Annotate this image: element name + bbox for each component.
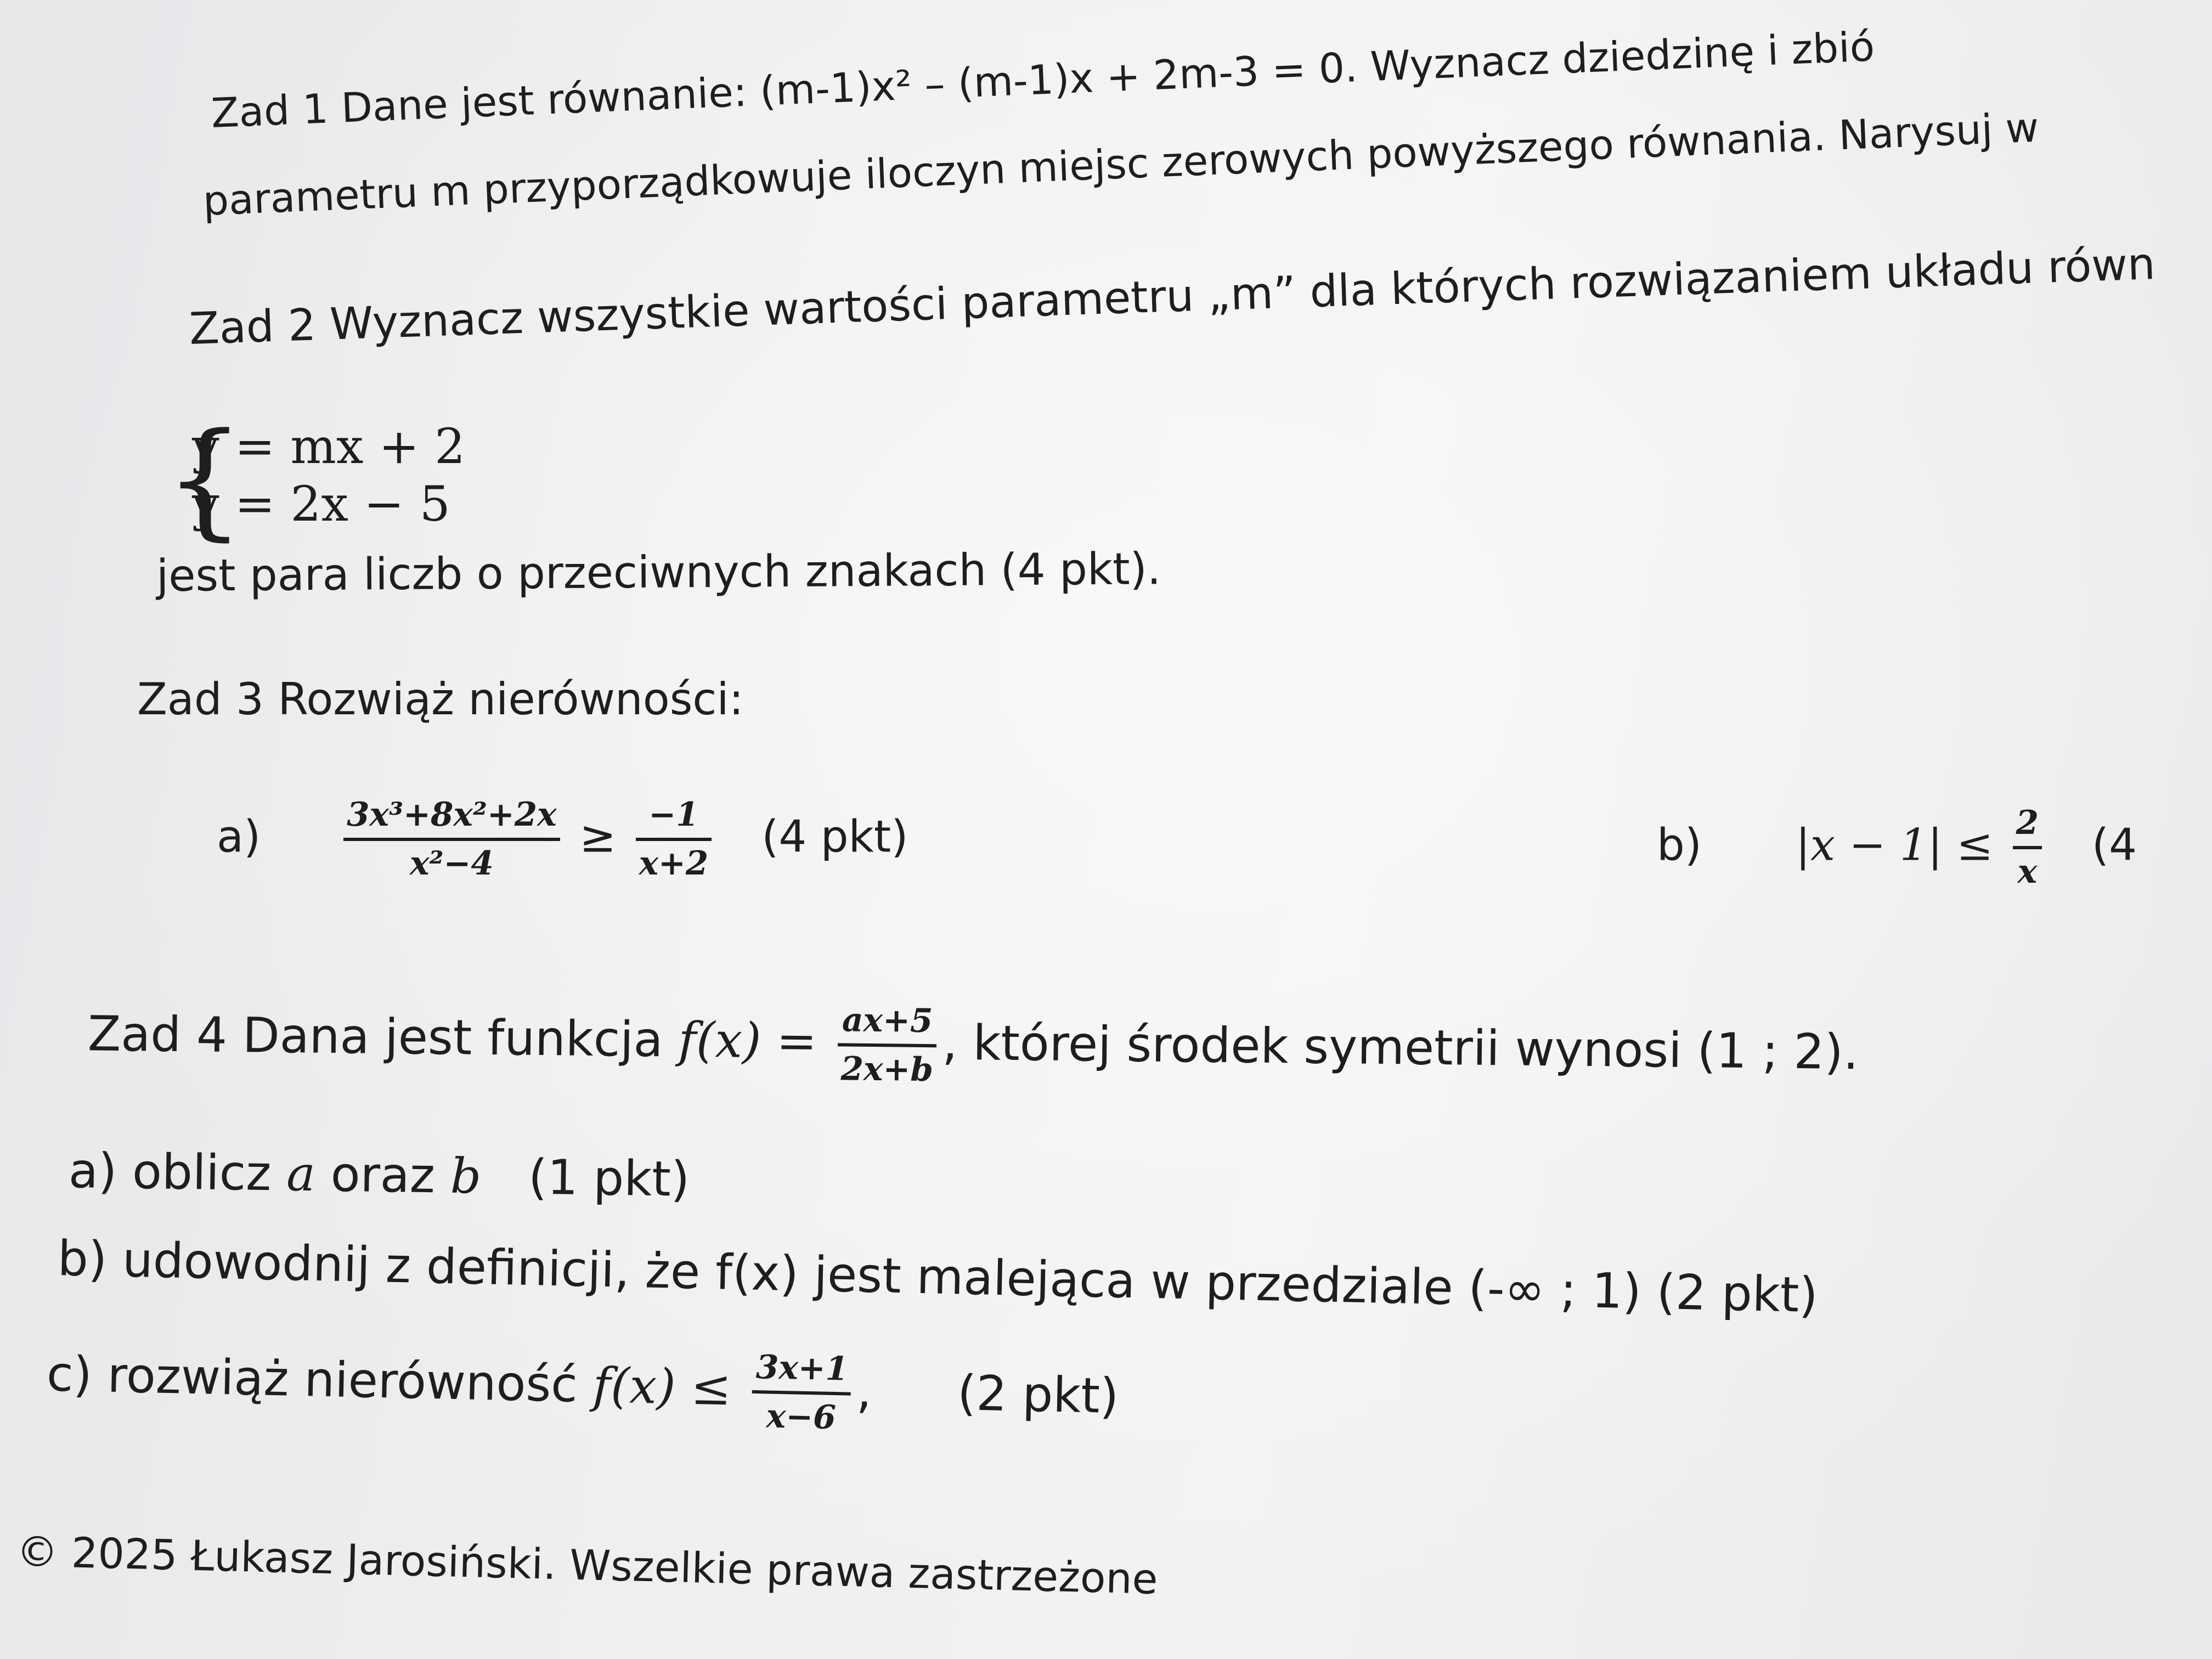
- zad4-intro-text: Zad 4 Dana jest funkcja: [87, 1005, 664, 1068]
- zad3-a-left-denominator: x²−4: [409, 844, 494, 883]
- zad3-b-fraction: [2013, 804, 2042, 892]
- zad1-line1: [210, 23, 1876, 137]
- zad1-line2-text: parametru m przyporządkowuje iloczyn miejsc zerowych powyższego równania. Narysuj w: [202, 104, 2040, 225]
- zad3-a-label: a): [217, 811, 261, 862]
- zad4-c-points: (2 pkt): [957, 1364, 1120, 1425]
- fraction-bar: [2013, 846, 2042, 849]
- zad4-c-fx: f(x) ≤: [592, 1357, 732, 1417]
- zad4-numerator: ax+5: [842, 1001, 933, 1041]
- zad3-b-label: b): [1657, 819, 1702, 871]
- zad4-a-var-a: a: [286, 1145, 316, 1203]
- zad4-fraction: [837, 1001, 937, 1090]
- zad4-c-numerator: 3x+1: [755, 1348, 849, 1389]
- zad4-c-fraction: [751, 1348, 852, 1438]
- fraction-bar: [636, 838, 712, 841]
- zad3-b-lhs: |x − 1| ≤: [1795, 819, 1994, 871]
- zad3-b-points: (4: [2091, 819, 2137, 871]
- system-equation-1: y = mx + 2: [192, 418, 466, 475]
- zad4-a-points: (1 pkt): [528, 1148, 690, 1207]
- zad4-denominator: 2x+b: [840, 1049, 934, 1090]
- zad4-a: [68, 1142, 690, 1207]
- zad3-title: [137, 674, 744, 725]
- zad4-c-text: c) rozwiąż nierówność: [46, 1345, 578, 1413]
- zad3-b-numerator: 2: [2016, 804, 2039, 842]
- zad3-a-points: (4 pkt): [761, 811, 909, 862]
- zad4-b: [57, 1230, 1819, 1324]
- copyright-footer: [15, 1527, 1159, 1604]
- zad2-line1-text: Zad 2 Wyznacz wszystkie wartości parametru „m” dla których rozwiązaniem układu równ: [188, 238, 2156, 354]
- zad4-intro: [87, 993, 1859, 1100]
- zad3-a-left-numerator: 3x³+8x²+2x: [347, 795, 557, 834]
- copyright-text: © 2025 Łukasz Jarosiński. Wszelkie prawa zastrzeżone: [15, 1527, 1159, 1604]
- zad4-a-text: a) oblicz: [68, 1142, 272, 1202]
- zad4-a-var-b: b: [450, 1147, 482, 1205]
- zad4-c: [46, 1333, 1119, 1444]
- fraction-bar: [752, 1390, 851, 1396]
- zad3-title-text: Zad 3 Rozwiąż nierówności:: [137, 674, 744, 725]
- zad4-fx: f(x) =: [678, 1011, 817, 1070]
- zad4-c-denominator: x−6: [766, 1397, 837, 1437]
- fraction-bar: [343, 838, 560, 841]
- zad3-b: [1657, 804, 2137, 892]
- zad4-c-comma: ,: [856, 1362, 873, 1419]
- zad3-a-fraction-right: [636, 795, 712, 884]
- zad3-a-fraction-left: [343, 795, 560, 884]
- system-brace: {: [165, 407, 245, 553]
- zad4-intro-post: , której środek symetrii wynosi (1 ; 2).: [941, 1014, 1859, 1081]
- zad4-a-text-mid: oraz: [330, 1146, 436, 1204]
- zad3-a: [217, 795, 908, 884]
- zad3-a-relation: ≥: [579, 811, 617, 862]
- fraction-bar: [838, 1043, 936, 1048]
- zad3-a-right-numerator: −1: [648, 795, 699, 834]
- system-equation-2: y = 2x − 5: [192, 476, 450, 532]
- zad1-line1-text: Zad 1 Dane jest równanie: (m-1)x² – (m-1)x + 2m-3 = 0. Wyznacz dziedzinę i zbió: [210, 23, 1876, 137]
- zad2-line2: [156, 543, 1161, 601]
- zad2-line2-text: jest para liczb o przeciwnych znakach (4 pkt).: [156, 543, 1161, 601]
- zad2-line1: [188, 238, 2156, 354]
- zad4-b-text: b) udowodnij z definicji, że f(x) jest malejąca w przedziale (-∞ ; 1) (2 pkt): [57, 1230, 1819, 1324]
- zad3-b-denominator: x: [2017, 853, 2038, 891]
- zad3-a-right-denominator: x+2: [639, 844, 709, 883]
